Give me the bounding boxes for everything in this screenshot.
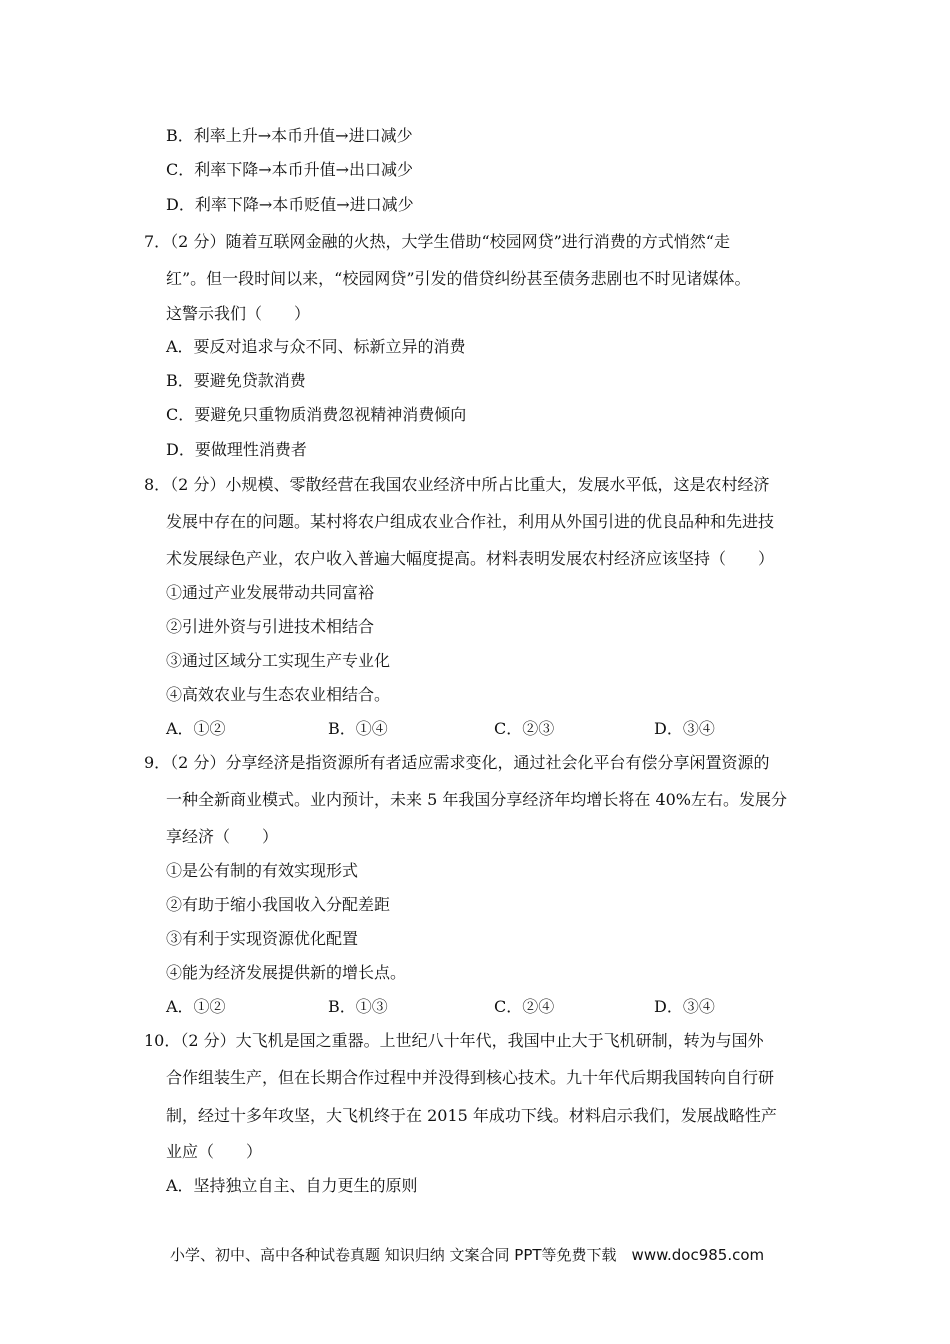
- q9-item-3: ③有利于实现资源优化配置: [166, 929, 359, 948]
- q8-choice-d: D．③④: [654, 719, 715, 738]
- q9-choice-c: C．②④: [494, 997, 555, 1016]
- q9-stem-line1: 9．（2 分）分享经济是指资源所有者适应需求变化，通过社会化平台有偿分享闲置资源的: [144, 753, 770, 772]
- q9-choices: [166, 996, 786, 1018]
- q8-stem-line2: 发展中存在的问题。某村将农户组成农业合作社，利用从外国引进的优良品种和先进技: [166, 512, 775, 531]
- q7-stem-line2: 红”。但一段时间以来，“校园网贷”引发的借贷纠纷甚至债务悲剧也不时见诸媒体。: [166, 269, 751, 288]
- q8-stem-line3: 术发展绿色产业，农户收入普遍大幅度提高。材料表明发展农村经济应该坚持（ ）: [166, 549, 775, 568]
- q7-option-b: B．要避免贷款消费: [166, 371, 306, 390]
- q9-stem-line3: 享经济（ ）: [166, 827, 279, 846]
- q10-stem-line4: 业应（ ）: [166, 1142, 263, 1161]
- q8-item-2: ②引进外资与引进技术相结合: [166, 617, 375, 636]
- q6-option-c: C．利率下降→本币升值→出口减少: [166, 160, 414, 179]
- q9-choice-b: B．①③: [328, 997, 388, 1016]
- q6-option-d: D．利率下降→本币贬值→进口减少: [166, 195, 414, 214]
- q7-option-c: C．要避免只重物质消费忽视精神消费倾向: [166, 405, 467, 424]
- q9-item-2: ②有助于缩小我国收入分配差距: [166, 895, 391, 914]
- q8-item-1: ①通过产业发展带动共同富裕: [166, 583, 375, 602]
- q9-choice-d: D．③④: [654, 997, 715, 1016]
- q8-item-4: ④高效农业与生态农业相结合。: [166, 685, 391, 704]
- q10-stem-line3: 制，经过十多年攻坚，大飞机终于在 2015 年成功下线。材料启示我们，发展战略性产: [166, 1106, 777, 1125]
- q7-option-a: A．要反对追求与众不同、标新立异的消费: [166, 337, 466, 356]
- q8-item-3: ③通过区域分工实现生产专业化: [166, 651, 391, 670]
- q7-stem-line1: 7．（2 分）随着互联网金融的火热，大学生借助“校园网贷”进行消费的方式悄然“走: [144, 232, 730, 251]
- q8-choice-c: C．②③: [494, 719, 555, 738]
- q6-option-b: B．利率上升→本币升值→进口减少: [166, 126, 413, 145]
- q8-stem-line1: 8．（2 分）小规模、零散经营在我国农业经济中所占比重大，发展水平低，这是农村经济: [144, 475, 770, 494]
- q9-stem-line2: 一种全新商业模式。业内预计，未来 5 年我国分享经济年均增长将在 40%左右。发展分: [166, 790, 788, 809]
- q9-item-1: ①是公有制的有效实现形式: [166, 861, 359, 880]
- q10-stem-line2: 合作组装生产，但在长期合作过程中并没得到核心技术。九十年代后期我国转向自行研: [166, 1068, 775, 1087]
- q8-choice-b: B．①④: [328, 719, 388, 738]
- q10-stem-line1: 10．（2 分）大飞机是国之重器。上世纪八十年代，我国中止大于飞机研制，转为与国外: [144, 1031, 764, 1050]
- q7-stem-line3: 这警示我们（ ）: [166, 304, 311, 323]
- page-footer: 小学、初中、高中各种试卷真题 知识归纳 文案合同 PPT等免费下载 www.doc985.com: [170, 1246, 765, 1264]
- q8-choice-a: A．①②: [166, 719, 226, 738]
- q8-choices: [166, 718, 786, 740]
- q7-option-d: D．要做理性消费者: [166, 440, 307, 459]
- q9-choice-a: A．①②: [166, 997, 226, 1016]
- q9-item-4: ④能为经济发展提供新的增长点。: [166, 963, 407, 982]
- q10-option-a: A．坚持独立自主、自力更生的原则: [166, 1176, 418, 1195]
